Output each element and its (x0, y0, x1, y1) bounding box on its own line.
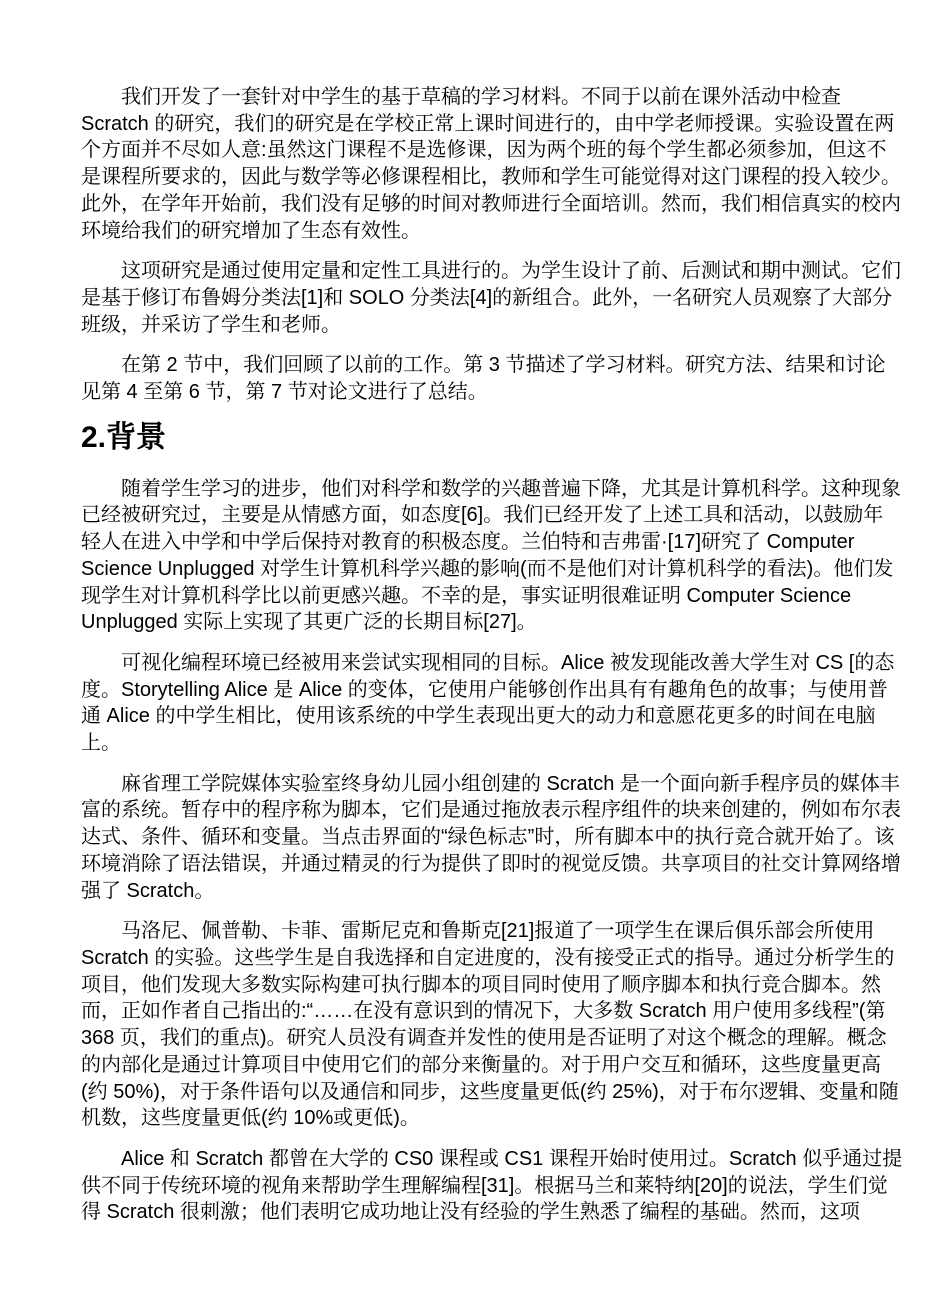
paragraph-background-1: 随着学生学习的进步，他们对科学和数学的兴趣普遍下降，尤其是计算机科学。这种现象已经被研究过，主要是从情感方面，如态度[6]。我们已经开发了上述工具和活动，以鼓励年轻人在进入中学和中学后保持对教育的积极态度。兰伯特和吉弗雷·[17]研究了 Computer Science Unplugged 对学生计算机科学兴趣的影响(而不是他们对计算机科学的看法)。他们发现学生对计算机科学比以前更感兴趣。不幸的是，事实证明很难证明 Computer Science Unplugged 实际上实现了其更广泛的长期目标[27]。 (81, 477, 901, 634)
paragraph-intro-3: 在第 2 节中，我们回顾了以前的工作。第 3 节描述了学习材料。研究方法、结果和讨论见第 4 至第 6 节，第 7 节对论文进行了总结。 (81, 354, 886, 404)
paragraph-intro-2: 这项研究是通过使用定量和定性工具进行的。为学生设计了前、后测试和期中测试。它们是基于修订布鲁姆分类法[1]和 SOLO 分类法[4]的新组合。此外，一名研究人员观察了大部分班级，并采访了学生和老师。 (81, 260, 901, 336)
paragraph-background-5: Alice 和 Scratch 都曾在大学的 CS0 课程或 CS1 课程开始时使用过。Scratch 似乎通过提供不同于传统环境的视角来帮助学生理解编程[31]。根据马兰和莱特纳[20]的说法，学生们觉得 Scratch 很刺激；他们表明它成功地让没有经验的学生熟悉了编程的基础。然而，这项 (81, 1147, 903, 1224)
paragraph-background-4: 马洛尼、佩普勒、卡菲、雷斯尼克和鲁斯克[21]报道了一项学生在课后俱乐部会所使用 Scratch 的实验。这些学生是自我选择和自定进度的，没有接受正式的指导。通过分析学生的项目，他们发现大多数实际构建可执行脚本的项目同时使用了顺序脚本和执行竞合脚本。然而，正如作者自己指出的:“……在没有意识到的情况下，大多数 Scratch 用户使用多线程”(第 368 页，我们的重点)。研究人员没有调查并发性的使用是否证明了对这个概念的理解。概念的内部化是通过计算项目中使用它们的部分来衡量的。对于用户交互和循环，这些度量更高(约 50%)，对于条件语句以及通信和同步，这些度量更低(约 25%)，对于布尔逻辑、变量和随机数，这些度量更低(约 10%或更低)。 (81, 920, 899, 1130)
document-body (81, 84, 903, 1240)
paragraph-background-3: 麻省理工学院媒体实验室终身幼儿园小组创建的 Scratch 是一个面向新手程序员的媒体丰富的系统。暂存中的程序称为脚本，它们是通过拖放表示程序组件的块来创建的，例如布尔表达式、条件、循环和变量。当点击界面的“绿色标志”时，所有脚本中的执行竞合就开始了。该环境消除了语法错误，并通过精灵的行为提供了即时的视觉反馈。共享项目的社交计算网络增强了 Scratch。 (81, 772, 901, 902)
section-heading-background: 2.背景 (81, 420, 167, 454)
paragraph-intro-1: 我们开发了一套针对中学生的基于草稿的学习材料。不同于以前在课外活动中检查 Scratch 的研究，我们的研究是在学校正常上课时间进行的，由中学老师授课。实验设置在两个方面并不尽如人意:虽然这门课程不是选修课，因为两个班的每个学生都必须参加，但这不是课程所要求的，因此与数学等必修课程相比，教师和学生可能觉得对这门课程的投入较少。此外，在学年开始前，我们没有足够的时间对教师进行全面培训。然而，我们相信真实的校内环境给我们的研究增加了生态有效性。 (81, 86, 901, 242)
paragraph-background-2: 可视化编程环境已经被用来尝试实现相同的目标。Alice 被发现能改善大学生对 CS [的态度。Storytelling Alice 是 Alice 的变体，它使用户能够创作出具有有趣角色的故事；与使用普通 Alice 的中学生相比，使用该系统的中学生表现出更大的动力和意愿花更多的时间在电脑上。 (81, 651, 895, 755)
